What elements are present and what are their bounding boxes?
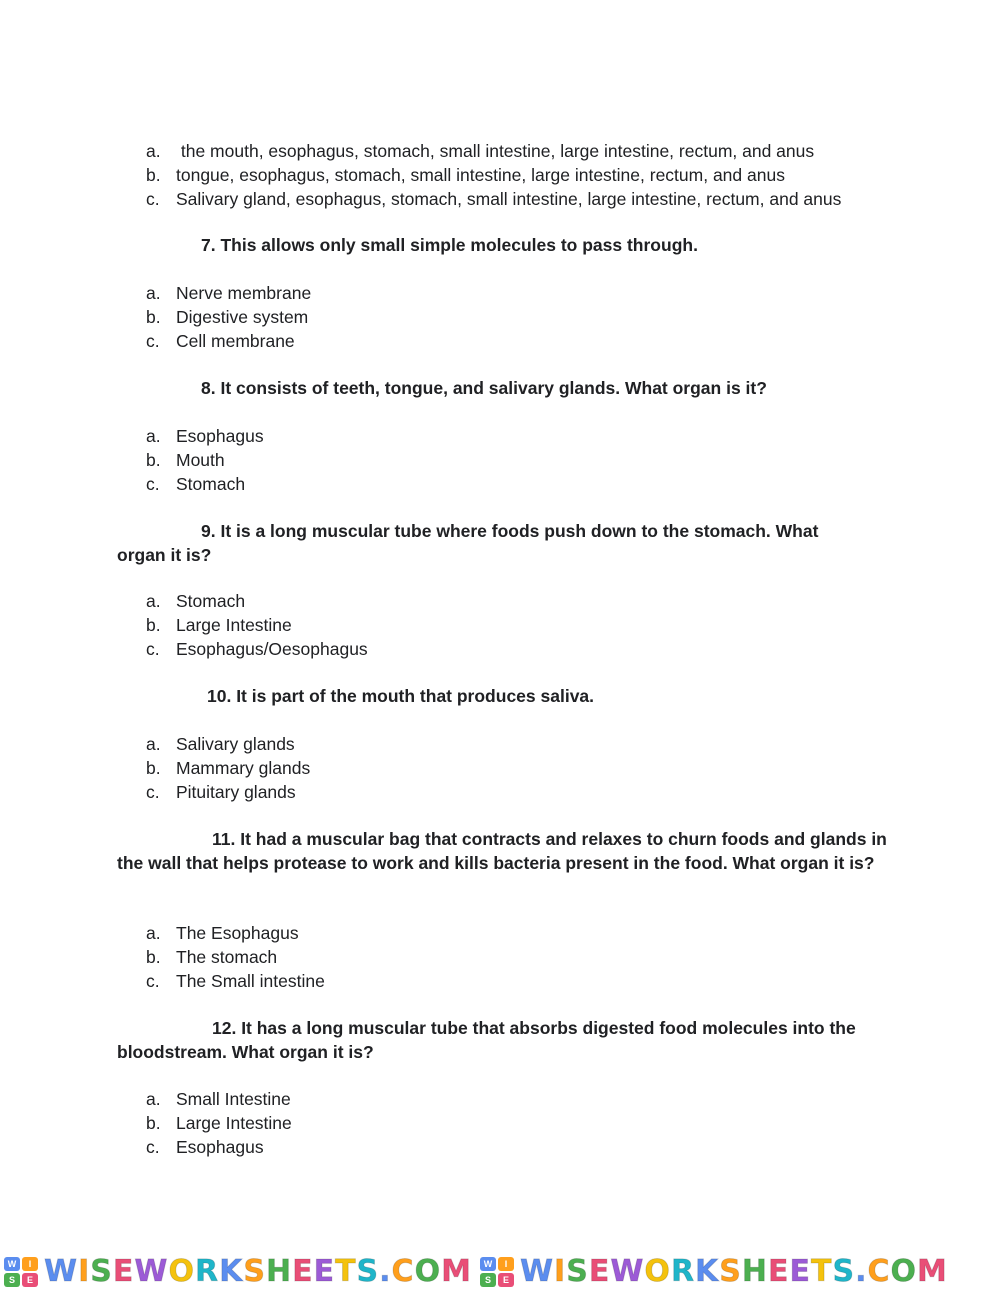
brand-name: WISEWORKSHEETS.COM	[519, 1254, 948, 1289]
logo-icon: W I S E	[4, 1257, 38, 1287]
question-11-options	[146, 921, 325, 993]
question-8: 8. It consists of teeth, tongue, and salivary glands. What organ is it?	[201, 378, 767, 398]
question-7-options	[146, 281, 311, 353]
option-b[interactable]: b. Mammary glands	[146, 758, 311, 778]
option-a[interactable]: a. Nerve membrane	[146, 283, 312, 303]
option-a[interactable]: a. The Esophagus	[146, 923, 299, 943]
question-11: 11. It had a muscular bag that contracts and relaxes to churn foods and glands in the wall that helps protease to work and kills bacteria present in the food. What organ it is?	[117, 829, 887, 873]
option-c[interactable]: c. Esophagus	[146, 1137, 264, 1157]
question-12: 12. It has a long muscular tube that absorbs digested food molecules into the bloodstream. What organ it is?	[117, 1018, 856, 1062]
option-a[interactable]: a. Stomach	[146, 591, 246, 611]
option-b[interactable]: b. Large Intestine	[146, 615, 292, 635]
option-b[interactable]: b. tongue, esophagus, stomach, small intestine, large intestine, rectum, and anus	[146, 165, 785, 185]
question-9-options	[146, 589, 368, 661]
question-8-options	[146, 424, 264, 496]
option-b[interactable]: b. Mouth	[146, 450, 225, 470]
option-text: the mouth, esophagus, stomach, small intestine, large intestine, rectum, and anus	[176, 141, 815, 161]
option-a[interactable]: a. Esophagus	[146, 426, 264, 446]
brand-logo	[480, 1254, 948, 1289]
logo-icon: W I S E	[480, 1257, 514, 1287]
option-c[interactable]: c. The Small intestine	[146, 971, 325, 991]
question-10-options	[146, 732, 310, 804]
option-c[interactable]: c. Pituitary glands	[146, 782, 296, 802]
option-b[interactable]: b. Large Intestine	[146, 1113, 292, 1133]
option-a[interactable]: a. Small Intestine	[146, 1089, 291, 1109]
question-12-options	[146, 1087, 292, 1159]
option-b[interactable]: b. The stomach	[146, 947, 278, 967]
question-10: 10. It is part of the mouth that produces saliva.	[207, 686, 595, 706]
option-a[interactable]: a. Salivary glands	[146, 734, 295, 754]
brand-name: WISEWORKSHEETS.COM	[44, 1254, 472, 1289]
option-text: Salivary gland, esophagus, stomach, small intestine, large intestine, rectum, and anus	[176, 189, 842, 209]
footer-watermark	[0, 1252, 1000, 1291]
option-text: tongue, esophagus, stomach, small intestine, large intestine, rectum, and anus	[176, 165, 785, 185]
question-7: 7. This allows only small simple molecules to pass through.	[201, 235, 698, 255]
option-c[interactable]: c. Esophagus/Oesophagus	[146, 639, 368, 659]
question-9: 9. It is a long muscular tube where foods push down to the stomach. What organ it is?	[117, 521, 819, 565]
option-c[interactable]: c. Cell membrane	[146, 331, 295, 351]
brand-logo	[4, 1254, 472, 1289]
option-b[interactable]: b. Digestive system	[146, 307, 309, 327]
option-c[interactable]: c. Stomach	[146, 474, 246, 494]
question-6-options	[146, 139, 841, 211]
option-c[interactable]: c. Salivary gland, esophagus, stomach, small intestine, large intestine, rectum, and anus	[146, 189, 842, 209]
option-a[interactable]: a. the mouth, esophagus, stomach, small intestine, large intestine, rectum, and anus	[146, 141, 815, 161]
